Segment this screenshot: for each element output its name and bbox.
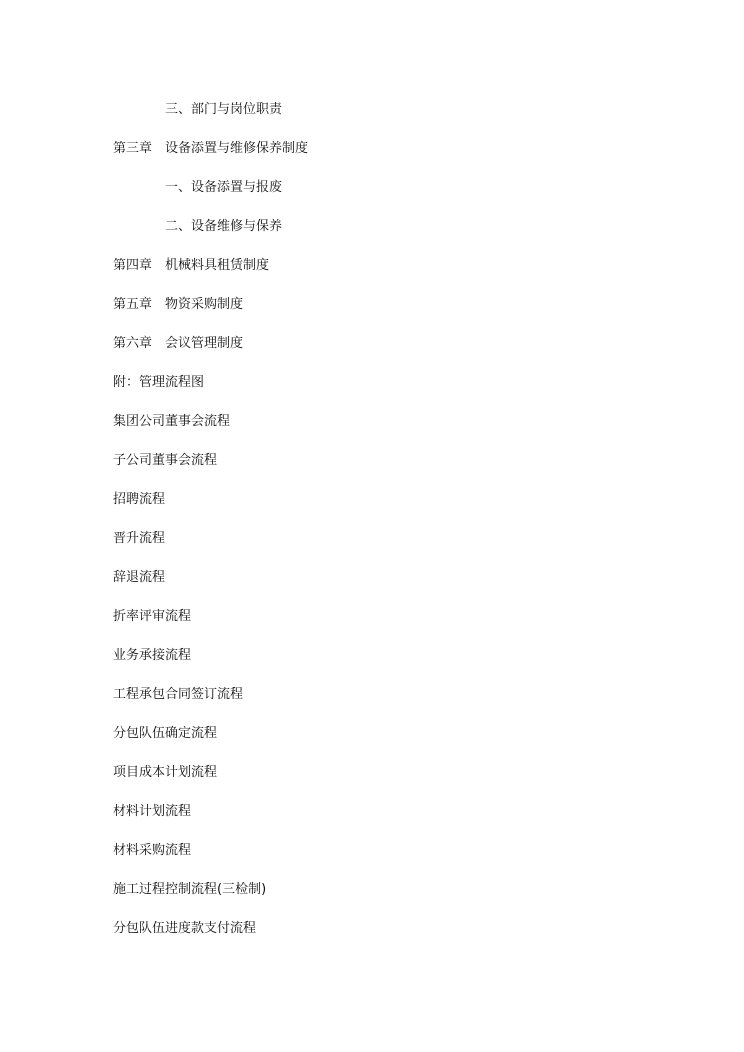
toc-flow-item: 材料计划流程 xyxy=(113,804,192,819)
toc-flow-item: 晋升流程 xyxy=(113,531,166,546)
toc-appendix: 附：管理流程图 xyxy=(113,375,205,390)
toc-flow-item: 辞退流程 xyxy=(113,570,166,585)
toc-flow-item: 招聘流程 xyxy=(113,492,166,507)
toc-flow-item: 工程承包合同签订流程 xyxy=(113,687,244,702)
toc-flow-item: 项目成本计划流程 xyxy=(113,765,218,780)
toc-chapter-4 xyxy=(113,257,269,275)
toc-flow-item: 施工过程控制流程(三检制) xyxy=(113,882,267,897)
chapter-number: 第六章 xyxy=(113,336,153,351)
toc-flow-item: 业务承接流程 xyxy=(113,648,192,663)
chapter-title: 机械料具租赁制度 xyxy=(165,258,270,273)
toc-chapter-5 xyxy=(113,296,243,314)
chapter-title: 设备添置与维修保养制度 xyxy=(165,141,309,156)
chapter-number: 第三章 xyxy=(113,141,153,156)
toc-chapter-6 xyxy=(113,335,243,353)
chapter-title: 物资采购制度 xyxy=(165,297,244,312)
toc-section-dept-duties: 三、部门与岗位职责 xyxy=(165,102,283,117)
toc-flow-item: 子公司董事会流程 xyxy=(113,453,218,468)
toc-flow-item: 集团公司董事会流程 xyxy=(113,414,231,429)
toc-flow-item: 分包队伍进度款支付流程 xyxy=(113,921,257,936)
chapter-title: 会议管理制度 xyxy=(165,336,244,351)
toc-chapter-3 xyxy=(113,140,308,158)
toc-section-equipment-maintenance: 二、设备维修与保养 xyxy=(165,219,283,234)
chapter-number: 第四章 xyxy=(113,258,153,273)
chapter-number: 第五章 xyxy=(113,297,153,312)
toc-section-equipment-purchase: 一、设备添置与报废 xyxy=(165,180,283,195)
toc-flow-item: 分包队伍确定流程 xyxy=(113,726,218,741)
toc-flow-item: 材料采购流程 xyxy=(113,843,192,858)
toc-flow-item: 折率评审流程 xyxy=(113,609,192,624)
